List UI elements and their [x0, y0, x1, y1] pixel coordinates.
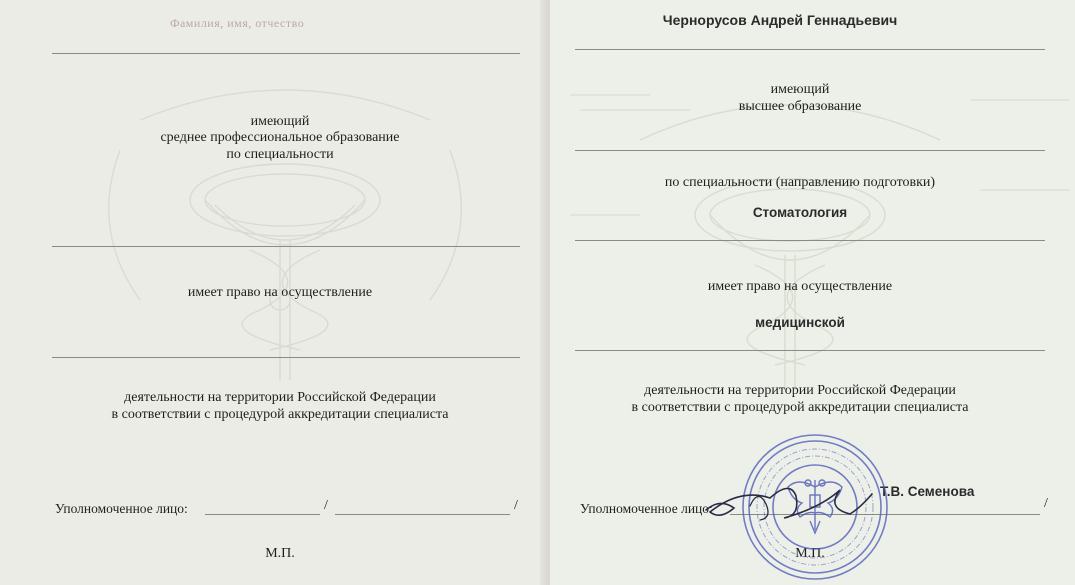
- handwritten-signature: [700, 468, 880, 538]
- stamp-place: М.П.: [265, 546, 295, 561]
- activity-line: [52, 357, 520, 358]
- slash-2: /: [514, 498, 518, 513]
- holder-full-name: Чернорусов Андрей Геннадьевич: [662, 12, 898, 28]
- name-line: [52, 53, 520, 54]
- signature-line-right: [730, 514, 1040, 515]
- specialty-label-right: по специальности (направлению подготовки): [664, 175, 936, 190]
- education-line-right: [575, 150, 1045, 151]
- stamp-place-right: М.П.: [795, 546, 825, 561]
- specialty-line: [52, 246, 520, 247]
- specialty-line-right: [575, 240, 1045, 241]
- having-label-right: имеющий: [770, 82, 830, 97]
- activity-text-2: в соответствии с процедурой аккредитации специалиста: [111, 407, 449, 422]
- authorized-label: Уполномоченное лицо:: [55, 501, 188, 516]
- activity-text-1: деятельности на территории Российской Федерации: [124, 390, 436, 405]
- activity-text-2-right: в соответствии с процедурой аккредитации специалиста: [631, 400, 969, 415]
- right-to-label: имеет право на осуществление: [187, 285, 373, 300]
- having-label: имеющий: [250, 114, 310, 129]
- slash-right: /: [1044, 496, 1048, 511]
- signature-line: [205, 514, 320, 515]
- right-page: [550, 0, 1075, 585]
- education-label-right: высшее образование: [738, 99, 862, 114]
- activity-text-1-right: деятельности на территории Российской Федерации: [644, 383, 956, 398]
- specialty-label: по специальности: [226, 147, 334, 162]
- activity-type-value: медицинской: [755, 315, 845, 330]
- authorized-label-right: Уполномоченное лицо:: [580, 501, 713, 516]
- name-signature-line: [335, 514, 510, 515]
- right-to-label-right: имеет право на осуществление: [707, 279, 893, 294]
- name-line-right: [575, 49, 1045, 50]
- activity-line-right: [575, 350, 1045, 351]
- specialty-value: Стоматология: [752, 205, 848, 220]
- faded-header-text: Фамилия, имя, отчество: [170, 16, 305, 30]
- education-label: среднее профессиональное образование: [160, 130, 400, 145]
- signatory-name: Т.В. Семенова: [880, 484, 975, 499]
- slash-1: /: [324, 498, 328, 513]
